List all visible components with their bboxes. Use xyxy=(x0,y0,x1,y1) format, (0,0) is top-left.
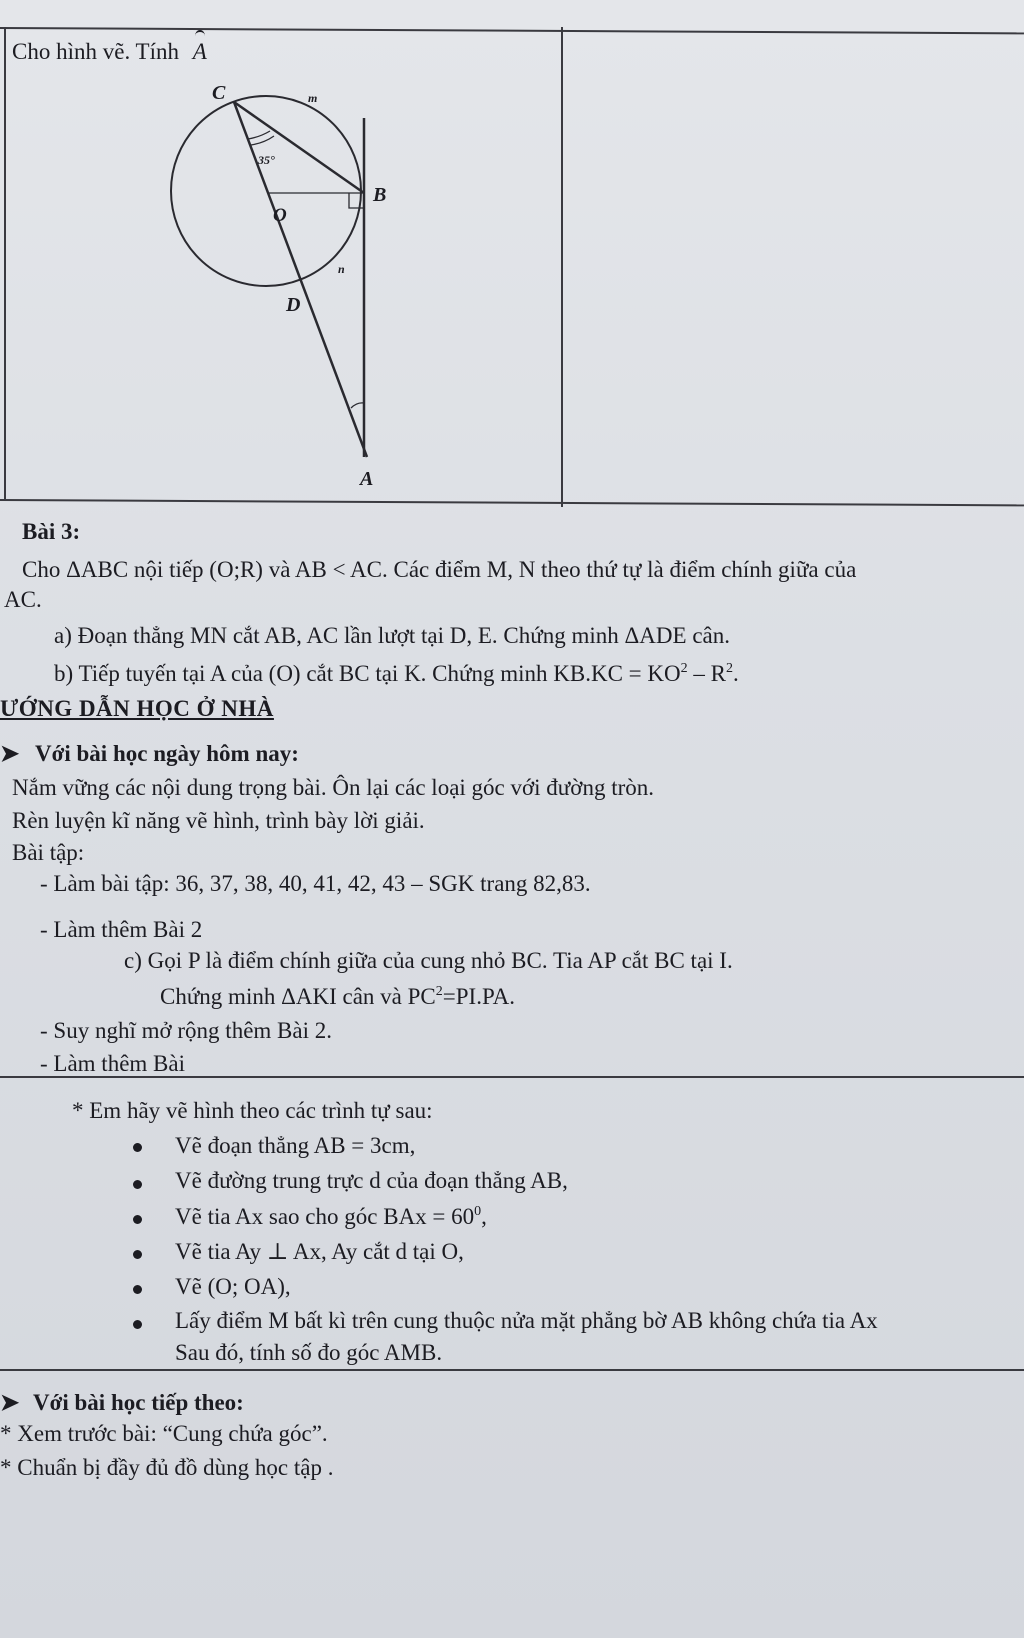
home-line-7-text: Chứng minh ΔAKI cân và PC xyxy=(160,984,436,1009)
bullet-3 xyxy=(133,1215,142,1224)
table-bottom-border xyxy=(0,499,1024,506)
geometry-figure xyxy=(0,0,1024,500)
home-line-8: - Suy nghĩ mở rộng thêm Bài 2. xyxy=(40,1018,332,1043)
home-line-7-end: =PI.PA. xyxy=(442,984,515,1009)
home-line-5: - Làm thêm Bài 2 xyxy=(40,917,203,942)
home-line-3: Bài tập: xyxy=(12,840,85,865)
label-d: D xyxy=(286,294,301,316)
angle-a-symbol: A xyxy=(192,39,207,64)
bullet-4 xyxy=(133,1250,142,1259)
label-b: B xyxy=(373,184,387,206)
bullet-1 xyxy=(133,1143,142,1152)
prompt-text: Cho hình vẽ. Tính xyxy=(12,39,179,64)
bai3-b-sup1: 2 xyxy=(680,661,688,676)
label-a: A xyxy=(360,468,374,490)
draw-intro: * Em hãy vẽ hình theo các trình tự sau: xyxy=(72,1098,433,1123)
draw-step-6: Lấy điểm M bất kì trên cung thuộc nửa mặt phẳng bờ AB không chứa tia Ax xyxy=(175,1308,878,1333)
draw-step-4: Vẽ tia Ay ⊥ Ax, Ay cắt d tại O, xyxy=(175,1239,464,1264)
angle-a-arc xyxy=(351,403,364,408)
label-angle-35: 35° xyxy=(258,153,275,167)
next-line-2: * Chuẩn bị đầy đủ đồ dùng học tập . xyxy=(0,1455,334,1480)
bai3-part-a: a) Đoạn thẳng MN cắt AB, AC lần lượt tại D, E. Chứng minh ΔADE cân. xyxy=(54,623,730,648)
draw-box-top xyxy=(0,1076,1024,1078)
home-line-1: Nắm vững các nội dung trọng bài. Ôn lại các loại góc với đường tròn. xyxy=(12,775,654,800)
home-line-2: Rèn luyện kĩ năng vẽ hình, trình bày lời giải. xyxy=(12,808,425,833)
bai3-b-end: . xyxy=(732,661,739,686)
today-title-text: Với bài học ngày hôm nay: xyxy=(35,741,299,766)
draw-step-7: Sau đó, tính số đo góc AMB. xyxy=(175,1340,443,1365)
home-line-7-sup: 2 xyxy=(435,984,443,999)
next-title xyxy=(0,1389,244,1417)
home-line-6: c) Gọi P là điểm chính giữa của cung nhỏ BC. Tia AP cắt BC tại I. xyxy=(124,948,733,973)
bai3-b-text: b) Tiếp tuyến tại A của (O) cắt BC tại K. Chứng minh KB.KC = KO xyxy=(54,661,681,686)
home-line-7 xyxy=(160,983,515,1011)
home-line-4: - Làm bài tập: 36, 37, 38, 40, 41, 42, 43 – SGK trang 82,83. xyxy=(40,871,591,896)
draw-step-3-sup: 0 xyxy=(474,1204,482,1219)
draw-step-3-text: Vẽ tia Ax sao cho góc BAx = 60 xyxy=(175,1204,475,1229)
draw-step-5: Vẽ (O; OA), xyxy=(175,1274,291,1299)
home-heading: ƯỚNG DẪN HỌC Ở NHÀ xyxy=(0,696,274,721)
draw-step-2: Vẽ đường trung trực d của đoạn thẳng AB, xyxy=(175,1168,568,1193)
draw-step-1: Vẽ đoạn thẳng AB = 3cm, xyxy=(175,1133,416,1158)
label-n: n xyxy=(338,262,345,276)
secant-line-ca xyxy=(234,102,367,457)
bai3-title: Bài 3: xyxy=(22,519,81,544)
bai3-line2: AC. xyxy=(4,587,42,612)
draw-step-3-end: , xyxy=(481,1204,487,1229)
bai3-b-mid: – R xyxy=(687,661,726,686)
bullet-2 xyxy=(133,1180,142,1189)
label-c: C xyxy=(212,82,226,104)
bullet-5 xyxy=(133,1285,142,1294)
angle-c-arc-1 xyxy=(248,131,270,139)
bai3-b-sup2: 2 xyxy=(725,661,733,676)
chord-cb xyxy=(234,102,364,193)
bai3-line1: Cho ΔABC nội tiếp (O;R) và AB < AC. Các điểm M, N theo thứ tự là điểm chính giữa của xyxy=(22,557,857,582)
next-line-1: * Xem trước bài: “Cung chứa góc”. xyxy=(0,1421,328,1446)
bullet-6 xyxy=(133,1320,142,1329)
next-title-text: Với bài học tiếp theo: xyxy=(33,1390,244,1415)
arrow-icon: ➤ xyxy=(0,741,20,766)
bai3-part-b xyxy=(54,660,739,688)
label-o: O xyxy=(273,205,287,226)
arrow-icon: ➤ xyxy=(0,1390,20,1415)
label-m: m xyxy=(308,91,318,105)
draw-step-3 xyxy=(175,1203,487,1231)
draw-box-bottom xyxy=(0,1369,1024,1371)
today-title xyxy=(0,740,299,768)
home-line-9: - Làm thêm Bài xyxy=(40,1051,185,1076)
